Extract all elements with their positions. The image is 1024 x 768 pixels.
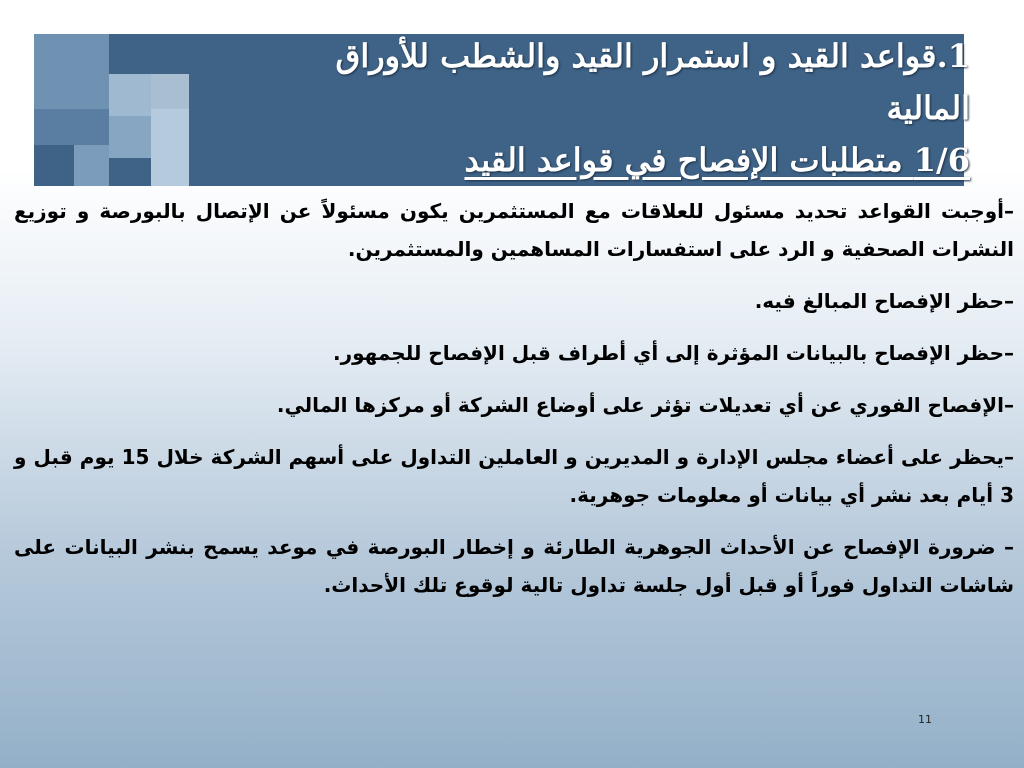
title-line-1: 1.قواعد القيد و استمرار القيد والشطب للأوراق: [335, 37, 970, 75]
bullet-item: –حظر الإفصاح المبالغ فيه.: [754, 289, 1014, 313]
bullet-item: – ضرورة الإفصاح عن الأحداث الجوهرية الطارئة و إخطار البورصة في موعد يسمح بنشر البيانات على شاشات التداول فوراً أو قبل أول جلسة تداول تالية لوقوع تلك الأحداث.: [14, 535, 1014, 597]
page-number: 11: [918, 713, 932, 726]
bullet-item: –الإفصاح الفوري عن أي تعديلات تؤثر على أوضاع الشركة أو مركزها المالي.: [276, 393, 1014, 417]
title-line-2: المالية: [886, 89, 970, 127]
deco-square: [151, 109, 189, 186]
deco-square: [151, 74, 189, 109]
deco-square: [109, 74, 151, 116]
bullet-item: –يحظر على أعضاء مجلس الإدارة و المديرين و العاملين التداول على أسهم الشركة خلال 15 يوم قبل و 3 أيام بعد نشر أي بيانات أو معلومات جوهرية.: [14, 445, 1014, 507]
deco-square: [34, 34, 109, 109]
bullet-item: –أوجبت القواعد تحديد مسئول للعلاقات مع المستثمرين يكون مسئولاً عن الإتصال بالبورصة و توزيع النشرات الصحفية و الرد على استفسارات المساهمين والمستثمرين.: [14, 199, 1014, 261]
decorative-squares: [34, 34, 234, 186]
deco-square: [34, 109, 109, 145]
bullet-list: [14, 192, 1014, 618]
slide-title: [270, 30, 970, 186]
deco-square: [109, 116, 151, 158]
title-line-3: 1/6 متطلبات الإفصاح في قواعد القيد: [464, 141, 970, 179]
bullet-item: –حظر الإفصاح بالبيانات المؤثرة إلى أي أطراف قبل الإفصاح للجمهور.: [333, 341, 1014, 365]
deco-square: [74, 145, 109, 186]
